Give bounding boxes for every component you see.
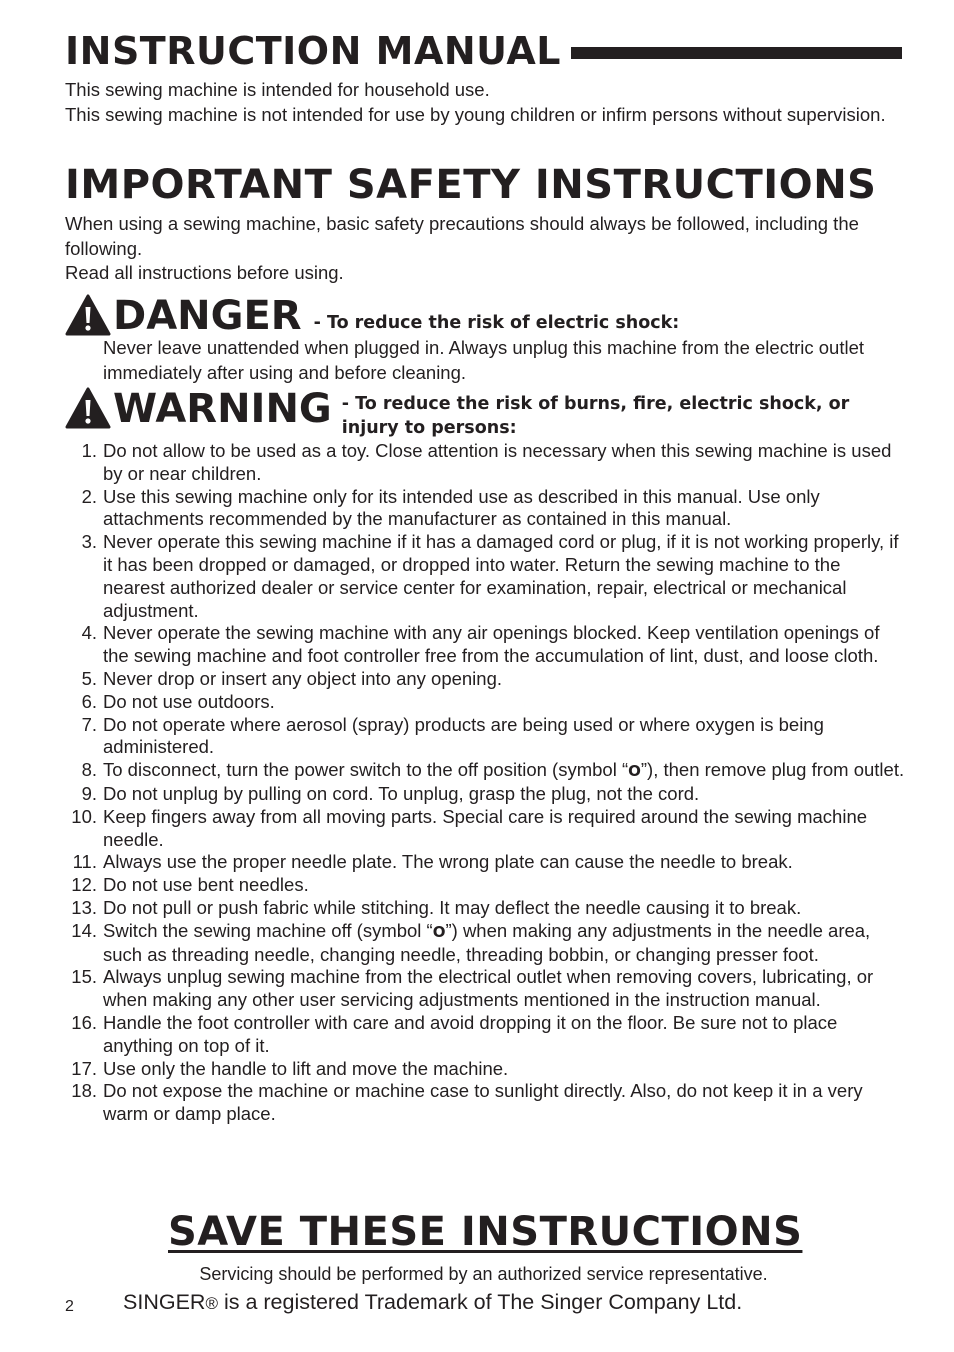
rule-item: [65, 874, 905, 897]
rule-item: [65, 966, 905, 1012]
rule-text: Keep fingers away from all moving parts. Special care is required around the sewing machine needle.: [103, 805, 868, 850]
trademark-brand: SINGER: [123, 1290, 206, 1314]
rule-text: Do not unplug by pulling on cord. To unplug, grasp the plug, not the cord.: [103, 782, 700, 804]
power-off-symbol: O: [432, 922, 446, 941]
trademark-notice: [123, 1288, 742, 1318]
rule-item: [65, 622, 905, 668]
rule-number: 16.: [71, 1011, 97, 1033]
rule-text: ”), then remove plug from outlet.: [640, 759, 905, 781]
rule-text: Never operate the sewing machine with any air openings blocked. Keep ventilation openings of the sewing machine and foot controller free from the accumulation of lint, dust, and loose cloth.: [103, 622, 880, 667]
danger-heading: [65, 294, 679, 338]
rule-item: [65, 714, 905, 760]
title-rule: [571, 47, 902, 59]
rule-number: 2.: [81, 485, 97, 507]
rule-number: 9.: [81, 782, 97, 804]
rule-item: [65, 783, 905, 806]
rule-text: Use this sewing machine only for its intended use as described in this manual. Use only attachments recommended by the manufacturer as contained in this manual.: [103, 485, 820, 530]
rule-number: 5.: [81, 667, 97, 689]
save-instructions-title: SAVE THESE INSTRUCTIONS: [168, 1209, 803, 1255]
rule-text: Do not expose the machine or machine case to sunlight directly. Also, do not keep it in a very warm or damp place.: [103, 1080, 863, 1125]
intro-block: [65, 78, 902, 127]
rule-number: 7.: [81, 713, 97, 735]
rule-text: Always unplug sewing machine from the electrical outlet when removing covers, lubricating, or when making any other user servicing adjustments mentioned in the instruction manual.: [103, 966, 874, 1011]
rule-item: [65, 806, 905, 852]
safety-intro-line: Read all instructions before using.: [65, 262, 344, 283]
rule-text: Do not use bent needles.: [103, 874, 309, 896]
safety-title: IMPORTANT SAFETY INSTRUCTIONS: [65, 162, 877, 208]
title-row: [65, 28, 902, 74]
rule-number: 6.: [81, 690, 97, 712]
rule-item: [65, 440, 905, 486]
danger-word: DANGER: [113, 293, 302, 339]
rule-number: 18.: [71, 1080, 97, 1102]
page-title: INSTRUCTION MANUAL: [65, 29, 561, 73]
danger-subtitle: - To reduce the risk of electric shock:: [313, 313, 680, 333]
rule-text: Handle the foot controller with care and avoid dropping it on the floor. Be sure not to place anything on top of it.: [103, 1011, 838, 1056]
rule-number: 13.: [71, 896, 97, 918]
rule-text: Do not pull or push fabric while stitching. It may deflect the needle causing it to break.: [103, 896, 802, 918]
trademark-text: is a registered Trademark of The Singer Company Ltd.: [217, 1290, 743, 1314]
rule-text: ”) when making any adjustments in the needle area, such as threading needle, changing needle, threading bobbin, or changing presser foot.: [103, 919, 871, 965]
safety-intro-line: When using a sewing machine, basic safety precautions should always be followed, including the following.: [65, 213, 859, 259]
rule-text: Always use the proper needle plate. The wrong plate can cause the needle to break.: [103, 851, 793, 873]
rule-item: [65, 1012, 905, 1058]
rule-number: 12.: [71, 874, 97, 896]
rule-number: 3.: [81, 531, 97, 553]
rule-text: To disconnect, turn the power switch to the off position (symbol “: [103, 759, 629, 781]
safety-rules-list: [65, 440, 905, 1126]
rule-text: Use only the handle to lift and move the machine.: [103, 1057, 509, 1079]
rule-item: [65, 920, 905, 967]
rule-item: [65, 1080, 905, 1126]
rule-item: [65, 531, 905, 622]
warning-heading: [65, 387, 902, 440]
rule-number: 1.: [81, 440, 97, 461]
warning-subtitle: - To reduce the risk of burns, fire, electric shock, or injury to persons:: [341, 394, 850, 438]
rule-number: 4.: [81, 622, 97, 644]
safety-intro: [65, 212, 902, 286]
rule-number: 17.: [71, 1057, 97, 1079]
rule-item: [65, 668, 905, 691]
rule-item: [65, 759, 905, 783]
warning-triangle-icon: [65, 387, 111, 429]
power-off-symbol: O: [628, 762, 641, 781]
registered-mark: ®: [205, 1294, 218, 1313]
rule-number: 11.: [72, 851, 97, 873]
rule-number: 14.: [71, 919, 97, 941]
rule-text: Never operate this sewing machine if it has a damaged cord or plug, if it is not working properly, if it has been dropped or damaged, or dropped into water. Return the sewing machine to the nearest authorized dealer or service center for examination, repair, electrical or mechanical adjustment.: [103, 531, 899, 621]
warning-word: WARNING: [113, 386, 332, 432]
rule-text: Do not allow to be used as a toy. Close attention is necessary when this sewing machine is used by or near children.: [103, 440, 892, 484]
intro-line: This sewing machine is not intended for use by young children or infirm persons without supervision.: [65, 103, 886, 125]
intro-line: This sewing machine is intended for household use.: [65, 79, 490, 100]
rule-number: 10.: [71, 805, 97, 827]
rule-text: Do not operate where aerosol (spray) products are being used or where oxygen is being administered.: [103, 713, 824, 758]
page-number: 2: [65, 1298, 74, 1315]
rule-text: Never drop or insert any object into any opening.: [103, 667, 503, 689]
danger-text: Never leave unattended when plugged in. Always unplug this machine from the electric outlet immediately after using and before cleaning.: [103, 337, 865, 383]
rule-item: [65, 691, 905, 714]
rule-text: Switch the sewing machine off (symbol “: [103, 919, 433, 941]
warning-triangle-icon: [65, 294, 111, 336]
rule-item: [65, 486, 905, 532]
rule-item: [65, 897, 905, 920]
rule-item: [65, 851, 905, 874]
rule-number: 15.: [71, 966, 97, 988]
rule-number: 8.: [81, 759, 97, 781]
rule-item: [65, 1058, 905, 1081]
rule-text: Do not use outdoors.: [103, 690, 275, 712]
service-note: Servicing should be performed by an authorized service representative.: [199, 1264, 768, 1284]
